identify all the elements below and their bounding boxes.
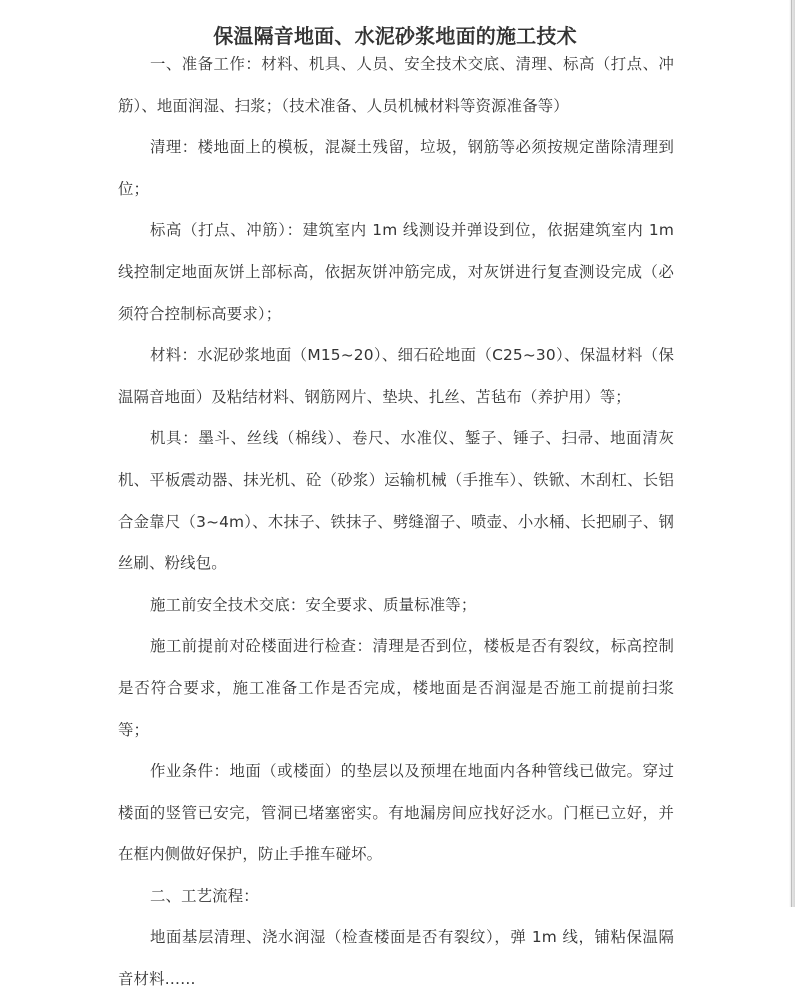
document-body: [118, 44, 674, 1001]
paragraph-cleaning: 清理：楼地面上的模板，混凝土残留，垃圾，钢筋等必须按规定凿除清理到位；: [118, 138, 674, 198]
paragraph-pre-inspection: 施工前提前对砼楼面进行检查：清理是否到位，楼板是否有裂纹，标高控制是否符合要求，施工准备工作是否完成，楼地面是否润湿是否施工前提前扫浆等；: [118, 637, 674, 739]
paragraph-work-conditions: 作业条件：地面（或楼面）的垫层以及预埋在地面内各种管线已做完。穿过楼面的竖管已安完，管洞已堵塞密实。有地漏房间应找好泛水。门框已立好，并在框内侧做好保护，防止手推车碰坏。: [118, 762, 674, 864]
paragraph-process-steps: 地面基层清理、浇水润湿（检查楼面是否有裂纹），弹 1m 线，铺粘保温隔音材料……: [118, 928, 674, 989]
page-edge-shadow: [789, 0, 795, 907]
document-title: 保温隔音地面、水泥砂浆地面的施工技术: [213, 24, 577, 49]
paragraph-materials: 材料：水泥砂浆地面（M15~20）、细石砼地面（C25~30）、保温材料（保温隔音地面）及粘结材料、钢筋网片、垫块、扎丝、苫毡布（养护用）等；: [118, 346, 674, 406]
paragraph-safety-briefing: 施工前安全技术交底：安全要求、质量标准等；: [150, 595, 477, 614]
paragraph-preparation: 一、准备工作：材料、机具、人员、安全技术交底、清理、标高（打点、冲筋）、地面润湿、扫浆；（技术准备、人员机械材料等资源准备等）: [118, 55, 674, 115]
paragraph-tools: 机具：墨斗、丝线（棉线）、卷尺、水准仪、錾子、锤子、扫帚、地面清灰机、平板震动器、抹光机、砼（砂浆）运输机械（手推车）、铁锨、木刮杠、长铝合金靠尺（3~4m）、木抹子、铁抹子、劈缝溜子、喷壶、小水桶、长把刷子、钢丝刷、粉线包。: [118, 429, 674, 573]
paragraph-elevation: 标高（打点、冲筋）：建筑室内 1m 线测设并弹设到位，依据建筑室内 1m 线控制定地面灰饼上部标高，依据灰饼冲筋完成，对灰饼进行复查测设完成（必须符合控制标高要求）；: [118, 221, 674, 323]
paragraph-process-heading: 二、工艺流程：: [150, 886, 259, 905]
